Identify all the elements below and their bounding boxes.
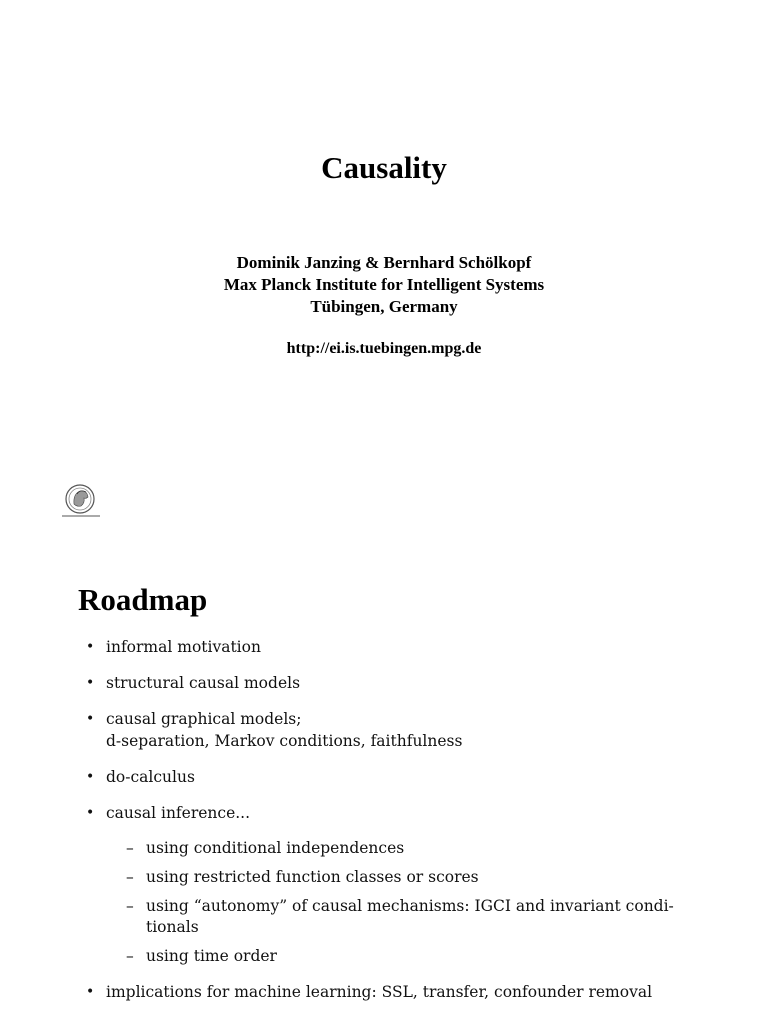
sub-item-text: using conditional independences bbox=[146, 839, 405, 857]
bullet-icon: • bbox=[86, 805, 95, 821]
roadmap-list bbox=[86, 636, 726, 1017]
author-block bbox=[0, 252, 768, 318]
dash-icon: – bbox=[126, 897, 134, 915]
sub-item-text: tionals bbox=[146, 918, 199, 936]
list-item bbox=[86, 636, 726, 658]
list-item bbox=[86, 802, 726, 967]
list-item-text: causal graphical models; bbox=[106, 710, 302, 728]
list-item bbox=[86, 708, 726, 752]
bullet-icon: • bbox=[86, 639, 95, 655]
location: Tübingen, Germany bbox=[310, 297, 458, 316]
sub-list-item bbox=[106, 838, 726, 859]
list-item-text: causal inference... bbox=[106, 804, 251, 822]
bullet-icon: • bbox=[86, 984, 95, 1000]
max-planck-logo-icon bbox=[58, 482, 104, 520]
list-item bbox=[86, 672, 726, 694]
list-item bbox=[86, 981, 726, 1003]
dash-icon: – bbox=[126, 947, 134, 965]
list-item bbox=[86, 766, 726, 788]
sub-list bbox=[106, 838, 726, 967]
sub-item-text: using “autonomy” of causal mechanisms: IGCI and invariant condi- bbox=[146, 897, 674, 915]
list-item-text: structural causal models bbox=[106, 674, 301, 692]
list-item-text: informal motivation bbox=[106, 638, 261, 656]
page-title: Causality bbox=[321, 150, 447, 185]
list-item-text: do-calculus bbox=[106, 768, 195, 786]
dash-icon: – bbox=[126, 868, 134, 886]
list-item-text: implications for machine learning: SSL, transfer, confounder removal bbox=[106, 983, 653, 1001]
sub-list-item bbox=[106, 896, 726, 938]
bullet-icon: • bbox=[86, 711, 95, 727]
sub-item-text: using time order bbox=[146, 947, 277, 965]
dash-icon: – bbox=[126, 839, 134, 857]
sub-list-item bbox=[106, 867, 726, 888]
list-item-text: d-separation, Markov conditions, faithfulness bbox=[106, 732, 463, 750]
institute-url[interactable]: http://ei.is.tuebingen.mpg.de bbox=[286, 340, 482, 357]
bullet-icon: • bbox=[86, 675, 95, 691]
bullet-icon: • bbox=[86, 769, 95, 785]
sub-list-item bbox=[106, 946, 726, 967]
authors-names: Dominik Janzing & Bernhard Schölkopf bbox=[236, 253, 532, 272]
institution: Max Planck Institute for Intelligent Systems bbox=[223, 275, 545, 294]
sub-item-text: using restricted function classes or scores bbox=[146, 868, 479, 886]
section-heading: Roadmap bbox=[78, 582, 208, 617]
